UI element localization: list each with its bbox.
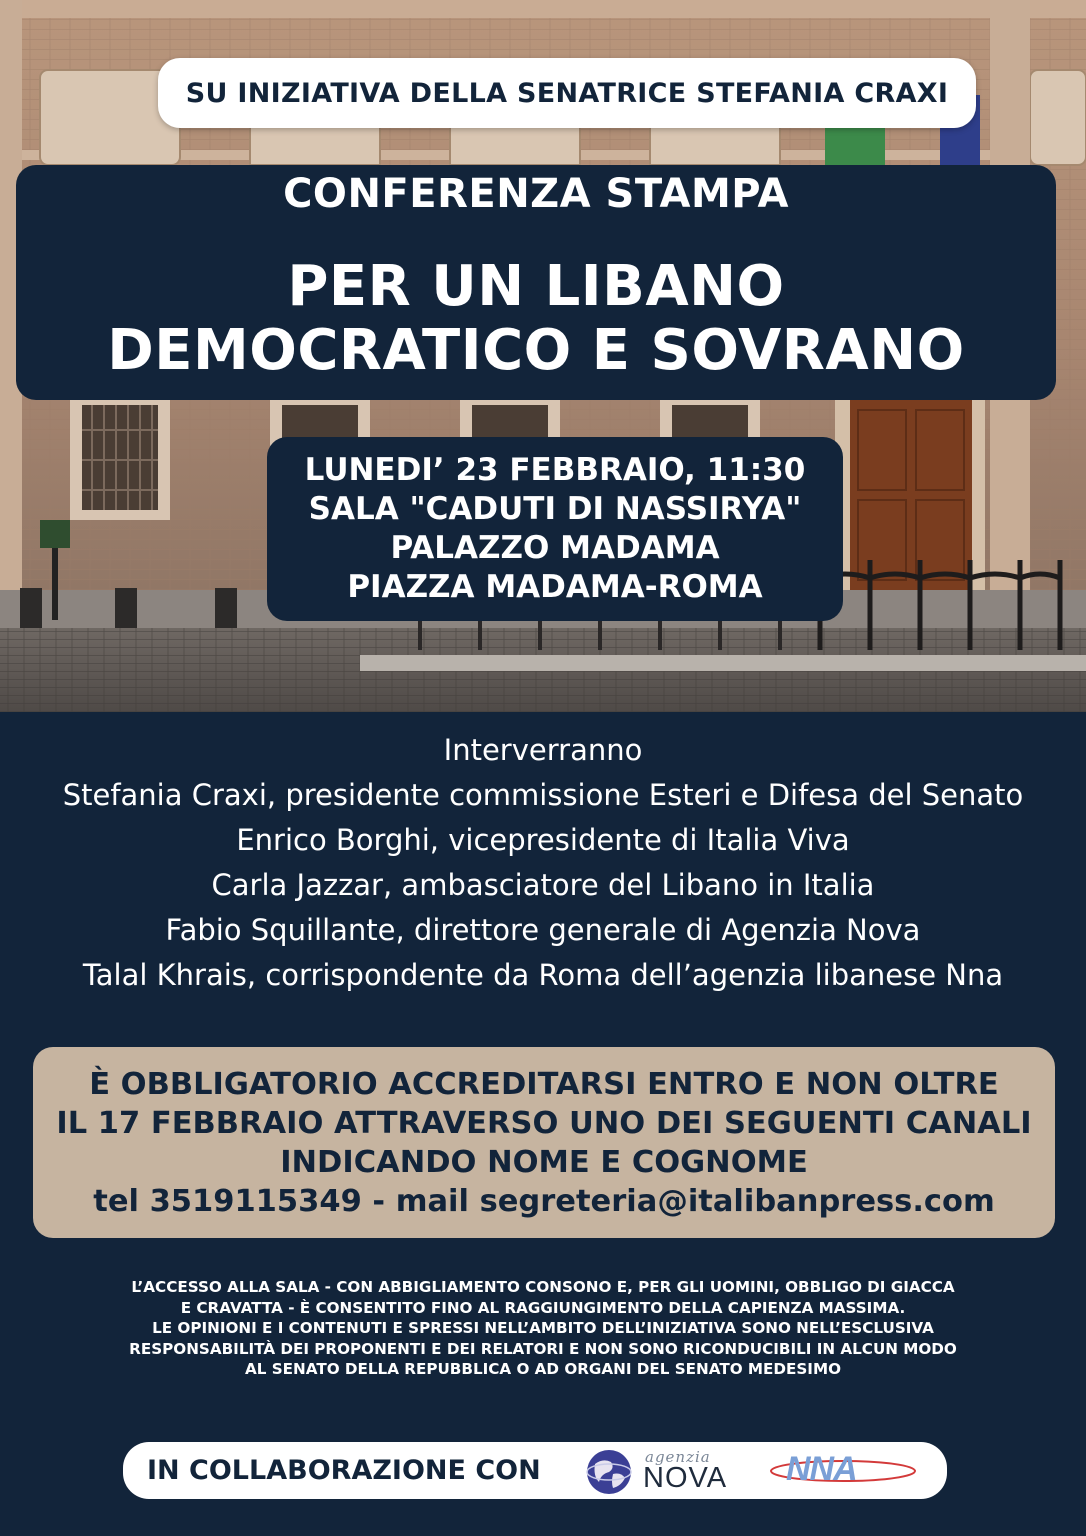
collaboration-label: IN COLLABORAZIONE CON <box>147 1455 541 1486</box>
disclaimer-line: AL SENATO DELLA REPUBBLICA O AD ORGANI DEL SENATO MEDESIMO <box>245 1360 841 1379</box>
disclaimer-line: RESPONSABILITÀ DEI PROPONENTI E DEI RELATORI E NON SONO RICONDUCIBILI IN ALCUN MODO <box>129 1339 957 1358</box>
nova-small-text: agenzia <box>645 1448 711 1466</box>
speaker-item: Stefania Craxi, presidente commissione Esteri e Difesa del Senato <box>62 778 1024 812</box>
event-building: PALAZZO MADAMA <box>390 530 720 566</box>
nna-text: NNA <box>786 1450 857 1488</box>
accreditation-line: È OBBLIGATORIO ACCREDITARSI ENTRO E NON OLTRE <box>89 1066 999 1102</box>
speaker-item: Enrico Borghi, vicepresidente di Italia Viva <box>236 823 850 857</box>
accreditation-panel <box>33 1047 1055 1238</box>
event-address: PIAZZA MADAMA-ROMA <box>347 569 763 605</box>
headline-line-1: PER UN LIBANO <box>287 254 785 319</box>
accreditation-contact: tel 3519115349 - mail segreteria@italibanpress.com <box>93 1183 995 1219</box>
initiative-text: SU INIZIATIVA DELLA SENATRICE STEFANIA CRAXI <box>185 77 949 109</box>
globe-icon <box>585 1448 633 1496</box>
disclaimer-line: LE OPINIONI E I CONTENUTI E SPRESSI NELL’AMBITO DELL’INIZIATIVA SONO NELL’ESCLUSIVA <box>152 1319 934 1338</box>
disclaimer-text <box>0 1277 1086 1380</box>
disclaimer-line: L’ACCESSO ALLA SALA - CON ABBIGLIAMENTO CONSONO E, PER GLI UOMINI, OBBLIGO DI GIACCA <box>131 1278 955 1296</box>
event-room: SALA "CADUTI DI NASSIRYA" <box>308 491 802 527</box>
speaker-item: Fabio Squillante, direttore generale di Agenzia Nova <box>165 913 921 947</box>
accreditation-line: INDICANDO NOME E COGNOME <box>280 1144 808 1180</box>
headline-line-2: DEMOCRATICO E SOVRANO <box>107 318 965 383</box>
speaker-item: Talal Khrais, corrispondente da Roma dell’agenzia libanese Nna <box>82 958 1004 992</box>
speakers-heading: Interverranno <box>443 733 643 767</box>
nna-logo <box>768 1450 918 1492</box>
title-panel <box>16 165 1056 400</box>
disclaimer-line: E CRAVATTA - È CONSENTITO FINO AL RAGGIUNGIMENTO DELLA CAPIENZA MASSIMA. <box>180 1298 906 1317</box>
event-datetime: LUNEDI’ 23 FEBBRAIO, 11:30 <box>304 452 806 488</box>
speaker-item: Carla Jazzar, ambasciatore del Libano in Italia <box>211 868 875 902</box>
initiative-banner <box>158 58 976 128</box>
nova-big-text: NOVA <box>643 1462 728 1494</box>
accreditation-line: IL 17 FEBBRAIO ATTRAVERSO UNO DEI SEGUENTI CANALI <box>56 1105 1032 1141</box>
speakers-section <box>0 728 1086 998</box>
conference-kicker: CONFERENZA STAMPA <box>283 171 789 217</box>
agenzia-nova-logo <box>585 1446 755 1496</box>
event-headline <box>16 255 1056 383</box>
collaboration-banner <box>123 1442 947 1499</box>
event-details-panel <box>267 437 843 621</box>
